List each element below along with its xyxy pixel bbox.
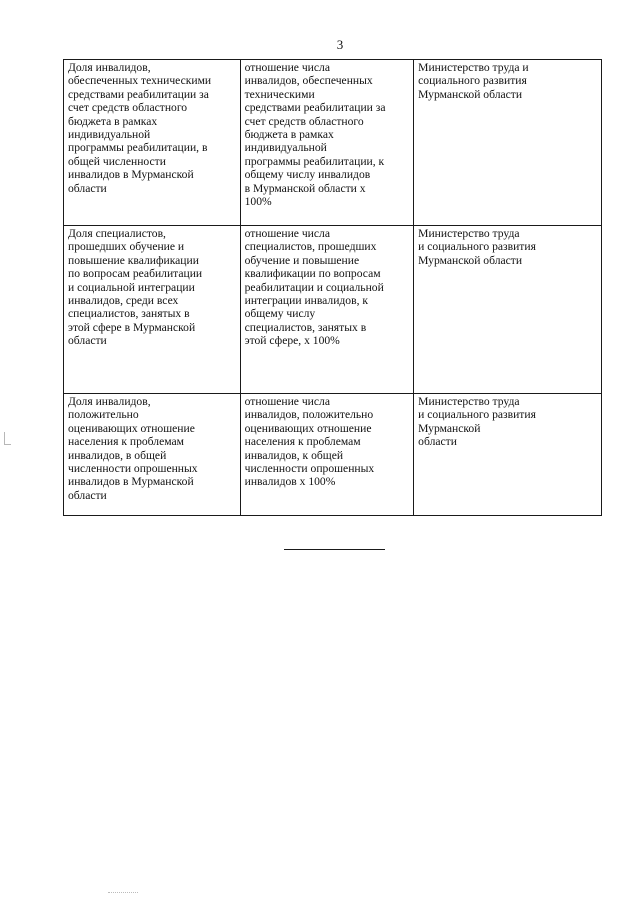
cell-line: общей численности <box>68 154 166 168</box>
cell-line: Доля специалистов, <box>68 227 166 240</box>
cell-line: повышение квалификации <box>68 253 199 267</box>
cell-line: индивидуальной <box>68 128 151 142</box>
cell-line: специалистов, занятых в <box>244 320 367 334</box>
cell-line: интеграции инвалидов, к <box>244 294 369 308</box>
cell-line: реабилитации и социальной <box>244 280 384 294</box>
cell-line: отношение числа <box>244 395 330 408</box>
formula-cell <box>240 394 414 516</box>
cell-line: Доля инвалидов, <box>68 395 151 408</box>
indicator-table <box>63 59 602 516</box>
cell-line: техническими <box>244 87 315 101</box>
cell-line: населения к проблемам <box>244 435 361 449</box>
cell-line: этой сфере в Мурманской <box>68 320 196 334</box>
cell-line: инвалидов, среди всех <box>68 294 179 308</box>
cell-line: области <box>68 488 107 502</box>
cell-line: численности опрошенных <box>68 462 198 476</box>
cell-line: и социальной интеграции <box>68 280 195 294</box>
cell-line: 100% <box>244 195 272 209</box>
cell-line: инвалидов, обеспеченных <box>244 74 373 88</box>
cell-line: оценивающих отношение <box>244 421 372 435</box>
cell-line: индивидуальной <box>244 141 327 155</box>
indicator-cell <box>64 394 241 516</box>
cell-line: Мурманской области <box>418 87 523 101</box>
responsible-cell <box>414 60 602 226</box>
cell-line: инвалидов в Мурманской <box>68 168 194 182</box>
cell-line: в Мурманской области х <box>244 181 366 195</box>
cell-line: прошедших обучение и <box>68 240 185 254</box>
cell-line: Министерство труда <box>418 227 520 240</box>
responsible-cell <box>414 394 602 516</box>
cell-line: оценивающих отношение <box>68 421 195 435</box>
cell-line: Доля инвалидов, <box>68 61 151 74</box>
cell-line: специалистов, занятых в <box>68 307 190 321</box>
cell-line: бюджета в рамках <box>68 114 158 128</box>
cell-line: области <box>68 334 107 348</box>
cell-line: и социального развития <box>418 240 536 254</box>
cell-line: инвалидов, положительно <box>244 408 374 422</box>
indicator-cell <box>64 226 241 394</box>
cell-line: области <box>418 435 457 449</box>
cell-line: населения к проблемам <box>68 435 184 449</box>
scan-artifact <box>108 892 138 895</box>
scan-artifact <box>4 432 11 445</box>
cell-line: обеспеченных техническими <box>68 74 212 88</box>
cell-line: счет средств областного <box>68 101 188 115</box>
cell-line: Министерство труда <box>418 395 520 408</box>
cell-line: общему числу <box>244 307 316 321</box>
cell-line: области <box>68 181 107 195</box>
formula-cell <box>240 60 414 226</box>
cell-line: по вопросам реабилитации <box>68 267 203 281</box>
cell-line: специалистов, прошедших <box>244 240 377 254</box>
cell-line: обучение и повышение <box>244 253 360 267</box>
closing-rule <box>284 549 385 550</box>
cell-line: и социального развития <box>418 408 536 422</box>
page-number: 3 <box>336 37 344 52</box>
cell-line: инвалидов в Мурманской <box>68 475 194 489</box>
table-row <box>64 394 602 516</box>
cell-line: инвалидов х 100% <box>244 475 336 489</box>
table-row <box>64 60 602 226</box>
cell-line: квалификации по вопросам <box>244 267 381 281</box>
cell-line: социального развития <box>418 74 527 88</box>
cell-line: счет средств областного <box>244 114 364 128</box>
cell-line: отношение числа <box>244 61 330 74</box>
indicator-cell <box>64 60 241 226</box>
responsible-cell <box>414 226 602 394</box>
cell-line: отношение числа <box>244 227 330 240</box>
cell-line: численности опрошенных <box>244 462 375 476</box>
table-row <box>64 226 602 394</box>
cell-line: Мурманской области <box>418 253 523 267</box>
cell-line: этой сфере, х 100% <box>244 334 340 348</box>
cell-line: инвалидов, в общей <box>68 448 167 462</box>
cell-line: средствами реабилитации за <box>244 101 386 115</box>
cell-line: программы реабилитации, к <box>244 154 385 168</box>
cell-line: бюджета в рамках <box>244 128 334 142</box>
formula-cell <box>240 226 414 394</box>
cell-line: положительно <box>68 408 139 422</box>
cell-line: общему числу инвалидов <box>244 168 371 182</box>
cell-line: Министерство труда и <box>418 61 529 74</box>
cell-line: Мурманской <box>418 421 481 435</box>
cell-line: программы реабилитации, в <box>68 141 208 155</box>
cell-line: инвалидов, к общей <box>244 448 344 462</box>
cell-line: средствами реабилитации за <box>68 87 209 101</box>
